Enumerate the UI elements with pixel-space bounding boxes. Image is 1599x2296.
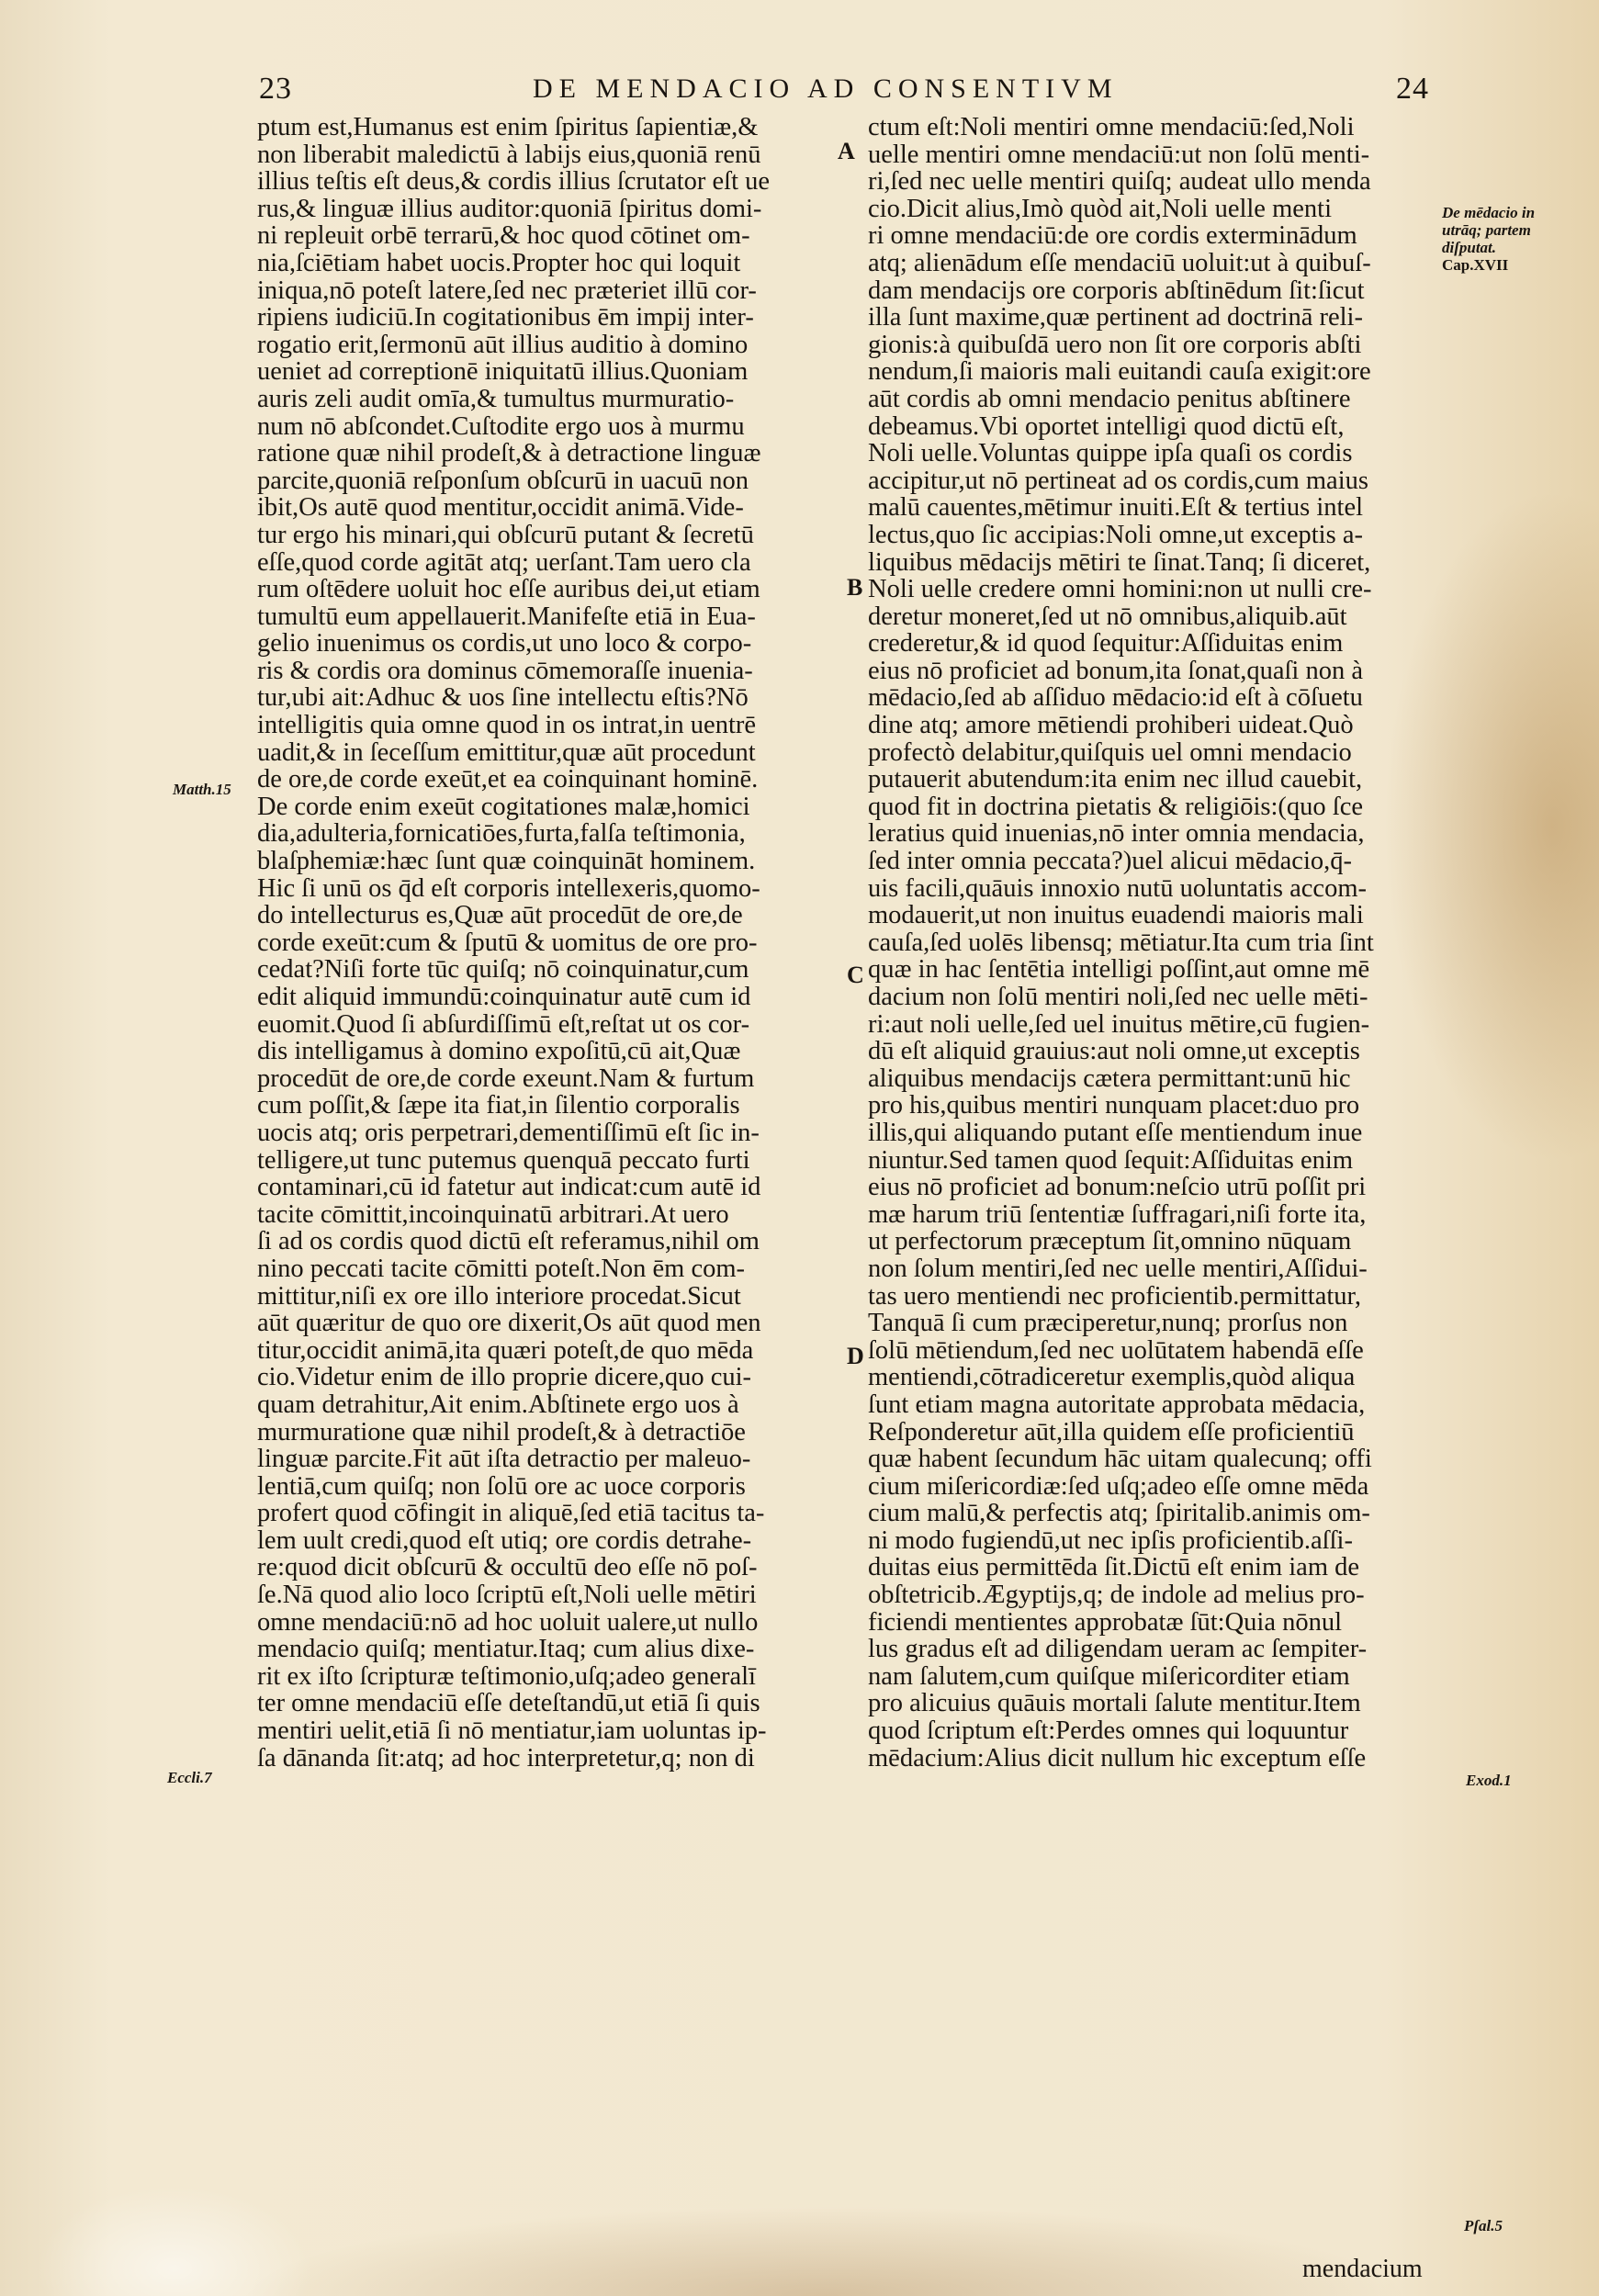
text-line: quod fit in doctrina pietatis & religiōis:(quo ſce — [868, 792, 1364, 821]
margin-ref-eccli: Eccli.7 — [167, 1769, 212, 1786]
margin-note-line: De mēdacio in — [1442, 204, 1536, 221]
text-line: rogatio erit,ſermonū aūt illius auditio à domino — [257, 330, 749, 359]
text-line: eſſe,quod corde agitāt atq; uerſant.Tam uero cla — [257, 547, 751, 577]
text-line: omne mendaciū:nō ad hoc uoluit ualere,ut nullo — [257, 1607, 759, 1637]
text-column-left — [257, 114, 836, 1772]
text-line: ripiens iudiciū.In cogitationibus ēm impij inter- — [257, 303, 754, 332]
text-line: aliquibus mendacijs cætera permittant:unū hic — [868, 1064, 1351, 1093]
text-line: accipitur,ut nō pertineat ad os cordis,cum maius — [868, 466, 1368, 495]
margin-note-chapter — [1442, 204, 1535, 274]
text-line: profert quod cōfingit in aliquē,ſed etiā tacitus ta- — [257, 1499, 765, 1528]
text-line: rit ex iſto ſcripturæ teſtimonio,uſq;adeo generalī — [257, 1661, 756, 1691]
text-line: uadit,& in ſeceſſum emittitur,quæ aūt procedunt — [257, 737, 756, 767]
text-line: liquibus mēdacijs mētiri te ſinat.Tanq; ſi diceret, — [868, 547, 1371, 577]
text-line: lentiā,cum quiſq; non ſolū ore ac uoce corporis — [257, 1471, 746, 1501]
text-line: lus gradus eſt ad diligendam ueram ac ſempiter- — [868, 1635, 1368, 1664]
text-line: deretur moneret,ſed ut nō omnibus,aliquib.aūt — [868, 602, 1347, 631]
section-letter-a: A — [838, 138, 855, 164]
text-line: leratius quid inuenias,nō inter omnia mendacia, — [868, 819, 1365, 849]
text-line: niuntur.Sed tamen quod ſequit:Aſſiduitas enim — [868, 1145, 1353, 1175]
text-line: rus,& linguæ illius auditor:quoniā ſpiritus domi- — [257, 194, 762, 223]
text-line: eius nō proficiet ad bonum,ita ſonat,quaſi non à — [868, 656, 1363, 685]
text-line: ficiendi mentientes approbatæ ſūt:Quia nōnul — [868, 1607, 1343, 1637]
text-line: auris zeli audit omīa,& tumultus murmuratio- — [257, 384, 735, 413]
text-line: telligere,ut tunc putemus quenquā peccato furti — [257, 1145, 750, 1175]
text-line: mēdacio,ſed ab aſſiduo mēdacio:id eſt à cōſuetu — [868, 683, 1363, 713]
text-line: aūt quæritur de quo ore dixerit,Os aūt quod men — [257, 1309, 761, 1338]
text-line: quæ in hac ſentētia intelligi poſſint,aut omne mē — [868, 955, 1370, 985]
section-letter-d: D — [847, 1343, 864, 1369]
text-line: de ore,de corde exeūt,et ea coinquinant hominē. — [257, 765, 759, 794]
text-line: atq; alienādum eſſe mendaciū uoluit:ut à quibuſ- — [868, 248, 1371, 277]
text-line: lem uult credi,quod eſt utiq; ore cordis detrahe- — [257, 1525, 752, 1555]
chapter-number: Cap.XVII — [1442, 256, 1509, 274]
text-line: Reſponderetur aūt,illa quidem eſſe proficientiū — [868, 1417, 1355, 1446]
section-letter-b: B — [847, 574, 863, 601]
text-line: dine atq; amore mētiendi prohiberi uideat.Quò — [868, 711, 1354, 740]
text-line: ptum est,Humanus est enim ſpiritus ſapientiæ,& — [257, 113, 759, 141]
text-line: non ſolum mentiri,ſed nec uelle mentiri,Aſſidui- — [868, 1254, 1368, 1283]
text-line: ctum eſt:Noli mentiri omne mendaciū:ſed,Noli — [868, 113, 1355, 141]
text-line: ratione quæ nihil prodeſt,& à detractione linguæ — [257, 439, 761, 468]
text-line: ſed inter omnia peccata?)uel alicui mēdacio,q̄- — [868, 847, 1352, 876]
text-line: rum oſtēdere uoluit hoc eſſe auribus dei,ut etiam — [257, 575, 760, 604]
text-line: De corde enim exeūt cogitationes malæ,homici — [257, 792, 750, 821]
text-column-right — [868, 114, 1419, 1772]
text-line: Noli uelle.Voluntas quippe ipſa quaſi os cordis — [868, 439, 1353, 468]
text-line: ri:aut noli uelle,ſed uel inuitus mētire,cū fugien- — [868, 1009, 1370, 1039]
running-title: DE MENDACIO AD CONSENTIVM — [533, 73, 1119, 104]
margin-note-line: diſputat. — [1442, 239, 1497, 256]
text-line: illis,qui aliquando putant eſſe mentiendum inue — [868, 1118, 1363, 1147]
text-line: ter omne mendaciū eſſe deteſtandū,ut etiā ſi quis — [257, 1689, 760, 1718]
section-letter-c: C — [847, 962, 864, 988]
text-line: titur,occidit animā,ita quæri poteſt,de quo mēda — [257, 1335, 754, 1365]
text-line: gelio inuenimus os cordis,ut uno loco & corpo- — [257, 629, 752, 658]
text-line: quam detrahitur,Ait enim.Abſtinete ergo uos à — [257, 1390, 739, 1419]
text-line: corde exeūt:cum & ſputū & uomitus de ore pro- — [257, 928, 758, 957]
text-line: tur ergo his minari,qui obſcurū putant & ſecretū — [257, 520, 754, 549]
text-line: nendum,ſi maioris mali euitandi cauſa exigit:ore — [868, 357, 1371, 387]
margin-ref-psal: Pſal.5 — [1464, 2217, 1503, 2234]
margin-note-line: utrāq; partem — [1442, 221, 1531, 239]
text-line: cedat?Niſi forte tūc quiſq; nō coinquinatur,cum — [257, 955, 749, 985]
text-line: ſolū mētiendum,ſed nec uolūtatem habendā eſſe — [868, 1335, 1364, 1365]
text-line: ni repleuit orbē terrarū,& hoc quod cōtinet om- — [257, 221, 750, 251]
text-line: cauſa,ſed uolēs libensq; mētiatur.Ita cum tria ſint — [868, 928, 1374, 957]
text-line: ſa dānanda ſit:atq; ad hoc interpretetur,q; non di — [257, 1743, 755, 1773]
text-line: Noli uelle credere omni homini:non ut nulli cre- — [868, 575, 1372, 604]
text-line: non liberabit maledictū à labijs eius,quoniā renū — [257, 140, 761, 169]
text-line: re:quod dicit obſcurū & occultū deo eſſe nō poſ- — [257, 1553, 758, 1582]
text-line: dū eſt aliquid grauius:aut noli omne,ut exceptis — [868, 1037, 1360, 1066]
text-line: ri omne mendaciū:de ore cordis exterminādum — [868, 221, 1357, 251]
text-line: mittitur,niſi ex ore illo interiore procedat.Sicut — [257, 1281, 741, 1311]
text-line: mentiendi,cōtradiceretur exemplis,quòd aliqua — [868, 1363, 1356, 1392]
page-number-left: 23 — [259, 72, 292, 106]
text-line: ſe.Nā quod alio loco ſcriptū eſt,Noli uelle mētiri — [257, 1581, 757, 1610]
text-line: blaſphemiæ:hæc ſunt quæ coinquināt hominem. — [257, 847, 756, 876]
text-line: tacite cōmittit,incoinquinatū arbitrari.At uero — [257, 1199, 729, 1229]
catchword: mendacium — [1302, 2255, 1423, 2283]
text-line: malū cauentes,mētimur inuiti.Eſt & tertius intel — [868, 493, 1364, 523]
text-line: euomit.Quod ſi abſurdiſſimū eſt,reſtat ut os cor- — [257, 1009, 750, 1039]
text-line: crederetur,& id quod ſequitur:Aſſiduitas enim — [868, 629, 1344, 658]
text-line: nino peccati tacite cōmitti poteſt.Non ēm com- — [257, 1254, 746, 1283]
text-line: murmuratione quæ nihil prodeſt,& à detractiōe — [257, 1417, 746, 1446]
text-line: debeamus.Vbi oportet intelligi quod dictū eſt, — [868, 411, 1345, 441]
text-line: duitas eius permittēda ſit.Dictū eſt enim iam de — [868, 1553, 1360, 1582]
text-line: uelle mentiri omne mendaciū:ut non ſolū menti- — [868, 140, 1370, 169]
text-line: ut perfectorum præceptum ſit,omnino nūquam — [868, 1227, 1352, 1256]
text-line: uis facili,quāuis innoxio nutū uoluntatis accom- — [868, 873, 1367, 903]
text-line: nia,ſciētiam habet uocis.Propter hoc qui loquit — [257, 248, 741, 277]
text-line: quæ habent ſecundum hāc uitam qualecunq; offi — [868, 1445, 1372, 1474]
text-line: Tanquā ſi cum præciperetur,nunq; prorſus non — [868, 1309, 1348, 1338]
text-line: mentiri uelit,etiā ſi nō mentiatur,iam uoluntas ip- — [257, 1716, 767, 1746]
text-line: iniqua,nō poteſt latere,ſed nec præteriet illū cor- — [257, 276, 757, 305]
text-line: nam ſalutem,cum quiſque miſericorditer etiam — [868, 1661, 1350, 1691]
text-line: illa ſunt maxime,quæ pertinent ad doctrinā reli- — [868, 303, 1363, 332]
text-line: cium miſericordiæ:ſed uſq;adeo eſſe omne mēda — [868, 1471, 1369, 1501]
text-line: dis intelligamus à domino expoſitū,cū ait,Quæ — [257, 1037, 741, 1066]
text-line: cio.Dicit alius,Imò quòd ait,Noli uelle menti — [868, 194, 1332, 223]
text-line: do intellecturus es,Quæ aūt procedūt de ore,de — [257, 901, 743, 930]
text-line: eius nō proficiet ad bonum:neſcio utrū poſſit pri — [868, 1173, 1367, 1202]
text-line: num nō abſcondet.Cuſtodite ergo uos à murmu — [257, 411, 745, 441]
text-line: mendacio quiſq; mentiatur.Itaq; cum alius dixe- — [257, 1635, 755, 1664]
text-line: ri,ſed nec uelle mentiri quiſq; audeat ullo menda — [868, 167, 1371, 197]
text-line: ris & cordis ora dominus cōmemoraſſe inuenia- — [257, 656, 753, 685]
text-line: intelligitis quia omne quod in os intrat,in uentrē — [257, 711, 757, 740]
text-line: edit aliquid immundū:coinquinatur autē cum id — [257, 983, 751, 1011]
text-line: ni modo fugiendū,ut nec ipſis proficientib.aſſi- — [868, 1525, 1353, 1555]
text-line: contaminari,cū id fatetur aut indicat:cum autē id — [257, 1173, 761, 1202]
page-number-right: 24 — [1396, 72, 1429, 106]
text-line: dacium non ſolū mentiri noli,ſed nec uelle mēti- — [868, 983, 1368, 1011]
text-line: linguæ parcite.Fit aūt iſta detractio per maleuo- — [257, 1445, 751, 1474]
text-line: mēdacium:Alius dicit nullum hic exceptum eſſe — [868, 1743, 1367, 1773]
text-line: obſtetricib.Ægyptijs,q; de indole ad melius pro- — [868, 1581, 1365, 1610]
text-line: procedūt de ore,de corde exeunt.Nam & furtum — [257, 1064, 755, 1093]
text-line: ueniet ad correptionē iniquitatū illius.Quoniam — [257, 357, 749, 387]
text-line: ſunt etiam magna autoritate approbata mēdacia, — [868, 1390, 1366, 1419]
text-line: modauerit,ut non inuitus euadendi maioris mali — [868, 901, 1364, 930]
text-line: profectò delabitur,quiſquis uel omni mendacio — [868, 737, 1352, 767]
text-line: tur,ubi ait:Adhuc & uos ſine intellectu eſtis?Nō — [257, 683, 749, 713]
text-line: putauerit abutendum:ita enim nec illud cauebit, — [868, 765, 1363, 794]
margin-ref-exod: Exod.1 — [1466, 1772, 1512, 1789]
text-line: ibit,Os autē quod mentitur,occidit animā.Vide- — [257, 493, 744, 523]
text-line: illius teſtis eſt deus,& cordis illius ſcrutator eſt ue — [257, 167, 771, 197]
text-line: tumultū eum appellauerit.Manifeſte etiā in Eua- — [257, 602, 756, 631]
margin-ref-matth: Matth.15 — [173, 781, 231, 798]
text-line: cium malū,& perfectis atq; ſpiritalib.animis om- — [868, 1499, 1370, 1528]
text-line: gionis:à quibuſdā uero non ſit ore corporis abſti — [868, 330, 1362, 359]
text-line: pro his,quibus mentiri nunquam placet:duo pro — [868, 1091, 1360, 1120]
text-line: lectus,quo ſic accipias:Noli omne,ut exceptis a- — [868, 520, 1363, 549]
text-line: dia,adulteria,fornicatiōes,furta,falſa teſtimonia, — [257, 819, 746, 849]
text-line: Hic ſi unū os q̄d eſt corporis intellexeris,quomo- — [257, 873, 760, 903]
text-line: mæ harum triū ſententiæ ſuffragari,niſi forte ita, — [868, 1199, 1367, 1229]
text-line: ſi ad os cordis quod dictū eſt referamus,nihil om — [257, 1227, 760, 1256]
text-line: uocis atq; oris perpetrari,dementiſſimū eſt ſic in- — [257, 1118, 760, 1147]
text-line: quod ſcriptum eſt:Perdes omnes qui loquuntur — [868, 1716, 1349, 1746]
text-line: aūt cordis ab omni mendacio penitus abſtinere — [868, 384, 1351, 413]
text-line: cio.Videtur enim de illo proprie dicere,quo cui- — [257, 1363, 752, 1392]
text-line: tas uero mentiendi nec proficientib.permittatur, — [868, 1281, 1362, 1311]
text-line: pro alicuius quāuis mortali ſalute mentitur.Item — [868, 1689, 1361, 1718]
text-line: parcite,quoniā reſponſum obſcurū in uacuū non — [257, 466, 749, 495]
text-line: dam mendacijs ore corporis abſtinēdum ſit:ſicut — [868, 276, 1365, 305]
text-line: cum poſſit,& ſæpe ita fiat,in ſilentio corporalis — [257, 1091, 740, 1120]
